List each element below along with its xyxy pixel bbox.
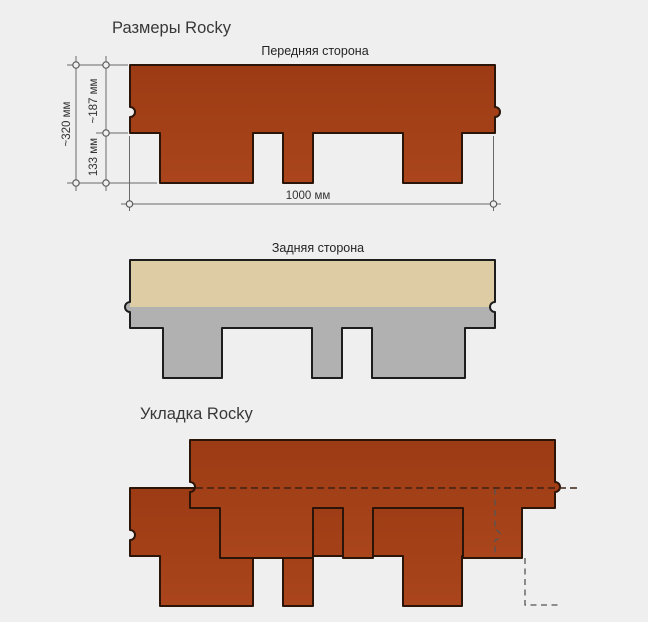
layout-title: Укладка Rocky [140, 405, 253, 423]
dimension-marker [103, 62, 109, 68]
main-title: Размеры Rocky [112, 19, 231, 37]
dimension-marker [103, 180, 109, 186]
back-side-label: Задняя сторона [271, 241, 365, 255]
front-side-label: Передняя сторона [261, 44, 369, 58]
layout-diagram [130, 440, 581, 606]
back-side-shingle [125, 260, 495, 378]
dimension-marker [126, 201, 132, 207]
dimension-marker [490, 201, 496, 207]
next-shingle-tab-dashed [525, 558, 560, 605]
dimension-marker [73, 180, 79, 186]
back-adhesive-strip [130, 260, 495, 307]
dimension-marker [73, 62, 79, 68]
total-height-label: ~320 мм [61, 101, 73, 147]
front-side-shingle [130, 65, 500, 183]
tab-height-label: 133 мм [88, 137, 100, 177]
upper-height-label: ~187 мм [88, 78, 100, 124]
dimension-marker [103, 130, 109, 136]
width-label: 1000 мм [285, 190, 331, 202]
front-shingle-shape [130, 65, 500, 183]
